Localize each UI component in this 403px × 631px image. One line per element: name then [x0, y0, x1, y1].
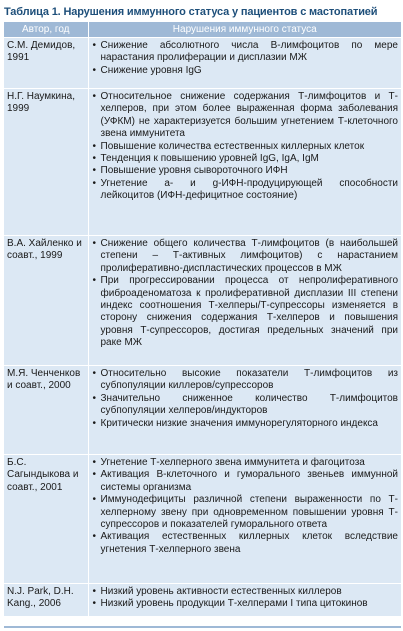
list-item: • Повышение уровня сывороточного ИФН	[92, 165, 399, 177]
table-caption: Таблица 1. Нарушения иммунного статуса у пациентов с мастопатией	[4, 6, 378, 18]
table-bottom-rule	[4, 626, 401, 628]
header-author: Автор, год	[4, 22, 88, 38]
table-row	[4, 89, 401, 236]
table-row	[4, 455, 401, 584]
header-violations: Нарушения иммунного статуса	[88, 22, 401, 38]
list-item: • Активация естественных киллерных клеток вследствие угнетения Т-хелперного звена	[92, 531, 399, 556]
author-cell: С.М. Демидов, 1991	[7, 40, 76, 64]
list-item: • Критически низкие значения иммунорегуляторного индекса	[92, 418, 399, 430]
violations-cell	[88, 366, 401, 455]
table-row	[4, 584, 401, 616]
immune-status-table	[4, 22, 401, 616]
violations-cell	[88, 38, 401, 89]
list-item: • Снижение абсолютного числа В-лимфоцитов по мере нарастания пролиферации и дисплазии МЖ	[92, 40, 399, 65]
table-header-row	[4, 22, 401, 38]
table-row	[4, 38, 401, 89]
author-cell: N.J. Park, D.H. Kang., 2006	[7, 586, 74, 610]
list-item: • Относительное снижение содержания Т-лимфоцитов и Т-хелперов, при этом более выраженная форма заболевания (УФКМ) не характеризуется большим угнетением Т-клеточного звена иммунитета	[92, 91, 399, 141]
violations-cell	[88, 89, 401, 236]
list-item: • Угнетение Т-хелперного звена иммунитета и фагоцитоза	[92, 457, 399, 469]
list-item: • Повышение количества естественных киллерных клеток	[92, 141, 399, 153]
violations-cell	[88, 584, 401, 616]
list-item: • При прогрессировании процесса от непролиферативного фиброаденоматоза к пролиферативной дисплазии III степени индекс соотношения Т-хелперы/Т-супрессоры изменяется в сторону снижения содержания Т-хелперов и повышения уровня Т-супрессоров, достигая предельных значений при раке МЖ	[92, 275, 399, 349]
author-cell: М.Я. Ченченков и соавт., 2000	[7, 368, 81, 392]
list-item: • Снижение уровня IgG	[92, 65, 399, 77]
list-item: • Угнетение а- и g-ИФН-продуцирующей способности лейкоцитов (ИФН-дефицитное состояние)	[92, 178, 399, 203]
list-item: • Тенденция к повышению уровней IgG, IgA, IgM	[92, 153, 399, 165]
list-item: • Активация В-клеточного и гуморального звеньев иммунной системы организма	[92, 469, 399, 494]
list-item: • Низкий уровень продукции Т-хелперами I типа цитокинов	[92, 598, 399, 610]
violations-cell	[88, 236, 401, 366]
table-row	[4, 236, 401, 366]
list-item: • Иммунодефициты различной степени выраженности по Т-хелперному звену при одновременном повышении уровня Т-супрессоров и показателей гуморального ответа	[92, 494, 399, 531]
list-item: • Снижение общего количества Т-лимфоцитов (в наибольшей степени – Т-активных лимфоцитов) с нарастанием пролиферативно-диспластических процессов в МЖ	[92, 238, 399, 275]
violations-cell	[88, 455, 401, 584]
list-item: • Значительно сниженное количество Т-лимфоцитов субпопуляции хелперов/индукторов	[92, 393, 399, 418]
author-cell: В.А. Хайленко и соавт., 1999	[7, 238, 82, 262]
list-item: • Относительно высокие показатели Т-лимфоцитов из субпопуляции киллеров/супрессоров	[92, 368, 399, 393]
author-cell: Н.Г. Наумкина, 1999	[7, 91, 76, 115]
table-row	[4, 366, 401, 455]
author-cell: Б.С. Сагындыкова и соавт., 2001	[7, 457, 79, 493]
list-item: • Низкий уровень активности естественных киллеров	[92, 586, 399, 598]
